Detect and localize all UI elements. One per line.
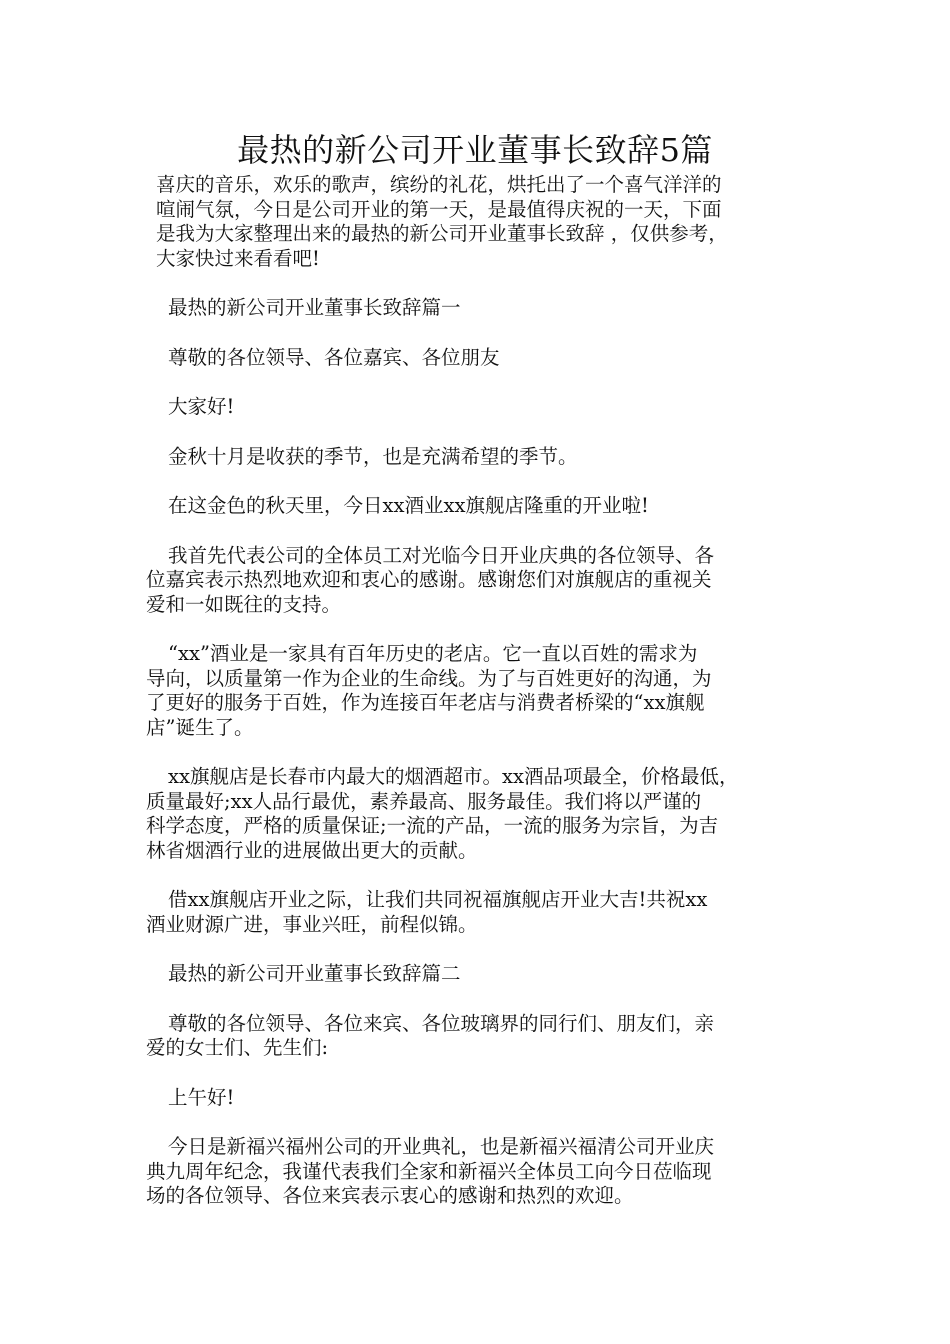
paragraph-line: 上午好! xyxy=(168,1085,235,1109)
paragraph-line: 林省烟酒行业的进展做出更大的贡献。 xyxy=(146,838,478,862)
paragraph-line: 位嘉宾表示热烈地欢迎和衷心的感谢。感谢您们对旗舰店的重视关 xyxy=(146,568,712,591)
body-paragraph xyxy=(146,1012,814,1061)
body-paragraph xyxy=(146,642,814,740)
paragraph-line: 今日是新福兴福州公司的开业典礼，也是新福兴福清公司开业庆 xyxy=(168,1135,715,1158)
paragraph-line: 爱的女士们、先生们: xyxy=(146,1036,329,1059)
intro-line: 喜庆的音乐，欢乐的歌声，缤纷的礼花，烘托出了一个喜气洋洋的 xyxy=(156,173,722,196)
paragraph-line: 店”诞生了。 xyxy=(146,715,254,739)
paragraph-line: 酒业财源广进，事业兴旺，前程似锦。 xyxy=(146,912,478,936)
paragraph-line: 典九周年纪念，我谨代表我们全家和新福兴全体员工向今日莅临现 xyxy=(146,1159,712,1183)
paragraph-line: 最热的新公司开业董事长致辞篇一 xyxy=(168,296,461,319)
document-title: 最热的新公司开业董事长致辞5篇 xyxy=(237,131,713,169)
paragraph-line: 科学态度，严格的质量保证;一流的产品，一流的服务为宗旨，为吉 xyxy=(146,814,719,837)
body-paragraph xyxy=(146,296,814,321)
paragraph-line: 爱和一如既往的支持。 xyxy=(146,592,342,616)
paragraph-line: 导向，以质量第一作为企业的生命线。为了与百姓更好的沟通，为 xyxy=(146,666,712,690)
paragraph-line: 我首先代表公司的全体员工对光临今日开业庆典的各位领导、各 xyxy=(168,543,715,567)
paragraph-line: 在这金色的秋天里，今日xx酒业xx旗舰店隆重的开业啦! xyxy=(168,494,649,517)
paragraph-line: 场的各位领导、各位来宾表示衷心的感谢和热烈的欢迎。 xyxy=(146,1184,634,1207)
body-paragraph xyxy=(146,494,814,519)
paragraph-line: 了更好的服务于百姓，作为连接百年老店与消费者桥梁的“xx旗舰 xyxy=(146,691,705,714)
body-paragraph xyxy=(146,346,814,371)
document-body xyxy=(146,173,814,1209)
paragraph-line: xx旗舰店是长春市内最大的烟酒超市。xx酒品项最全，价格最低， xyxy=(168,765,739,788)
paragraph-list xyxy=(146,296,814,1209)
body-paragraph xyxy=(146,445,814,470)
intro-paragraph xyxy=(146,173,814,271)
body-paragraph xyxy=(146,395,814,420)
paragraph-line: 借xx旗舰店开业之际，让我们共同祝福旗舰店开业大吉!共祝xx xyxy=(168,888,708,911)
body-paragraph xyxy=(146,1086,814,1111)
paragraph-line: 尊敬的各位领导、各位嘉宾、各位朋友 xyxy=(168,345,500,369)
paragraph-line: 尊敬的各位领导、各位来宾、各位玻璃界的同行们、朋友们，亲 xyxy=(168,1011,715,1035)
body-paragraph xyxy=(146,765,814,863)
intro-line: 是我为大家整理出来的最热的新公司开业董事长致辞 ，仅供参考， xyxy=(156,222,728,245)
paragraph-line: 大家好! xyxy=(168,395,235,418)
intro-line: 大家快过来看看吧! xyxy=(156,246,320,270)
paragraph-line: “xx”酒业是一家具有百年历史的老店。它一直以百姓的需求为 xyxy=(168,642,698,665)
paragraph-line: 质量最好;xx人品行最优，素养最高、服务最佳。我们将以严谨的 xyxy=(146,789,702,813)
intro-line: 喧闹气氛，今日是公司开业的第一天，是最值得庆祝的一天，下面 xyxy=(156,197,722,221)
paragraph-line: 金秋十月是收获的季节，也是充满希望的季节。 xyxy=(168,444,578,468)
body-paragraph xyxy=(146,888,814,937)
body-paragraph xyxy=(146,544,814,618)
body-paragraph xyxy=(146,962,814,987)
body-paragraph xyxy=(146,1135,814,1209)
paragraph-line: 最热的新公司开业董事长致辞篇二 xyxy=(168,962,461,985)
